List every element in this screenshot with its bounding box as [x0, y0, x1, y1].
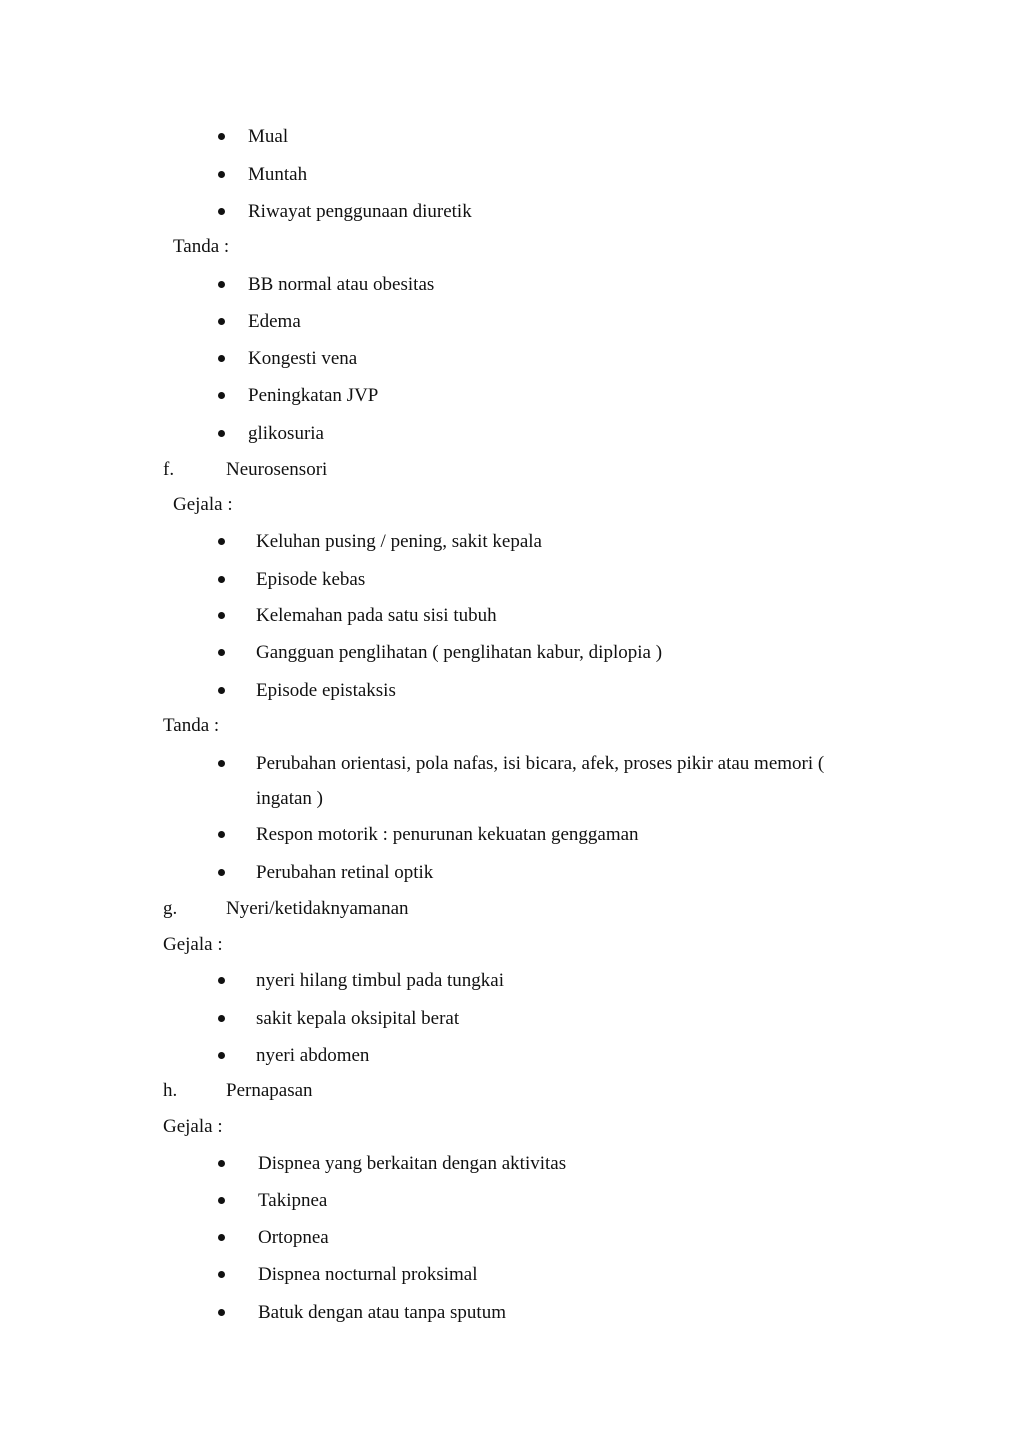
tanda-label: Tanda : [163, 715, 220, 736]
list-item: Keluhan pusing / pening, sakit kepala [256, 531, 542, 552]
bullet-icon [218, 318, 225, 325]
list-item: Perubahan retinal optik [256, 862, 434, 883]
bullet-icon [218, 133, 225, 140]
list-item: Ortopnea [258, 1227, 329, 1248]
list-item: Gangguan penglihatan ( penglihatan kabur, diplopia ) [256, 642, 663, 663]
list-item-continuation: ingatan ) [256, 788, 324, 809]
gejala-label: Gejala : [163, 1116, 223, 1137]
list-item: Riwayat penggunaan diuretik [248, 201, 472, 222]
bullet-icon [218, 1052, 225, 1059]
list-item: Kongesti vena [248, 348, 358, 369]
list-item: Kelemahan pada satu sisi tubuh [256, 605, 497, 626]
section-f-title: Neurosensori [226, 459, 328, 480]
bullet-icon [218, 281, 225, 288]
section-h-title: Pernapasan [226, 1080, 313, 1101]
bullet-icon [218, 1015, 225, 1022]
list-item: Respon motorik : penurunan kekuatan genggaman [256, 824, 639, 845]
bullet-icon [218, 687, 225, 694]
bullet-icon [218, 576, 225, 583]
bullet-icon [218, 171, 225, 178]
list-item: glikosuria [248, 423, 324, 444]
list-item: Muntah [248, 164, 308, 185]
tanda-label: Tanda : [173, 236, 230, 257]
bullet-icon [218, 1197, 225, 1204]
section-h-letter: h. [163, 1080, 178, 1101]
list-item: Mual [248, 126, 289, 147]
bullet-icon [218, 1234, 225, 1241]
bullet-icon [218, 208, 225, 215]
bullet-icon [218, 1309, 225, 1316]
bullet-icon [218, 649, 225, 656]
section-g-title: Nyeri/ketidaknyamanan [226, 898, 409, 919]
bullet-icon [218, 392, 225, 399]
section-f-letter: f. [163, 459, 175, 480]
list-item: Perubahan orientasi, pola nafas, isi bicara, afek, proses pikir atau memori ( [256, 753, 825, 774]
gejala-label: Gejala : [173, 494, 233, 515]
list-item: Episode kebas [256, 569, 366, 590]
bullet-icon [218, 869, 225, 876]
list-item: nyeri hilang timbul pada tungkai [256, 970, 505, 991]
bullet-icon [218, 831, 225, 838]
list-item: Episode epistaksis [256, 680, 396, 701]
list-item: Takipnea [258, 1190, 328, 1211]
list-item: Batuk dengan atau tanpa sputum [258, 1302, 506, 1323]
bullet-icon [218, 538, 225, 545]
list-item: Dispnea nocturnal proksimal [258, 1264, 478, 1285]
list-item: BB normal atau obesitas [248, 274, 435, 295]
bullet-icon [218, 977, 225, 984]
bullet-icon [218, 1160, 225, 1167]
list-item: nyeri abdomen [256, 1045, 370, 1066]
bullet-icon [218, 355, 225, 362]
bullet-icon [218, 760, 225, 767]
bullet-icon [218, 1271, 225, 1278]
list-item: Peningkatan JVP [248, 385, 379, 406]
list-item: Edema [248, 311, 301, 332]
bullet-icon [218, 430, 225, 437]
section-g-letter: g. [163, 898, 178, 919]
bullet-icon [218, 612, 225, 619]
gejala-label: Gejala : [163, 934, 223, 955]
list-item: Dispnea yang berkaitan dengan aktivitas [258, 1153, 567, 1174]
list-item: sakit kepala oksipital berat [256, 1008, 460, 1029]
